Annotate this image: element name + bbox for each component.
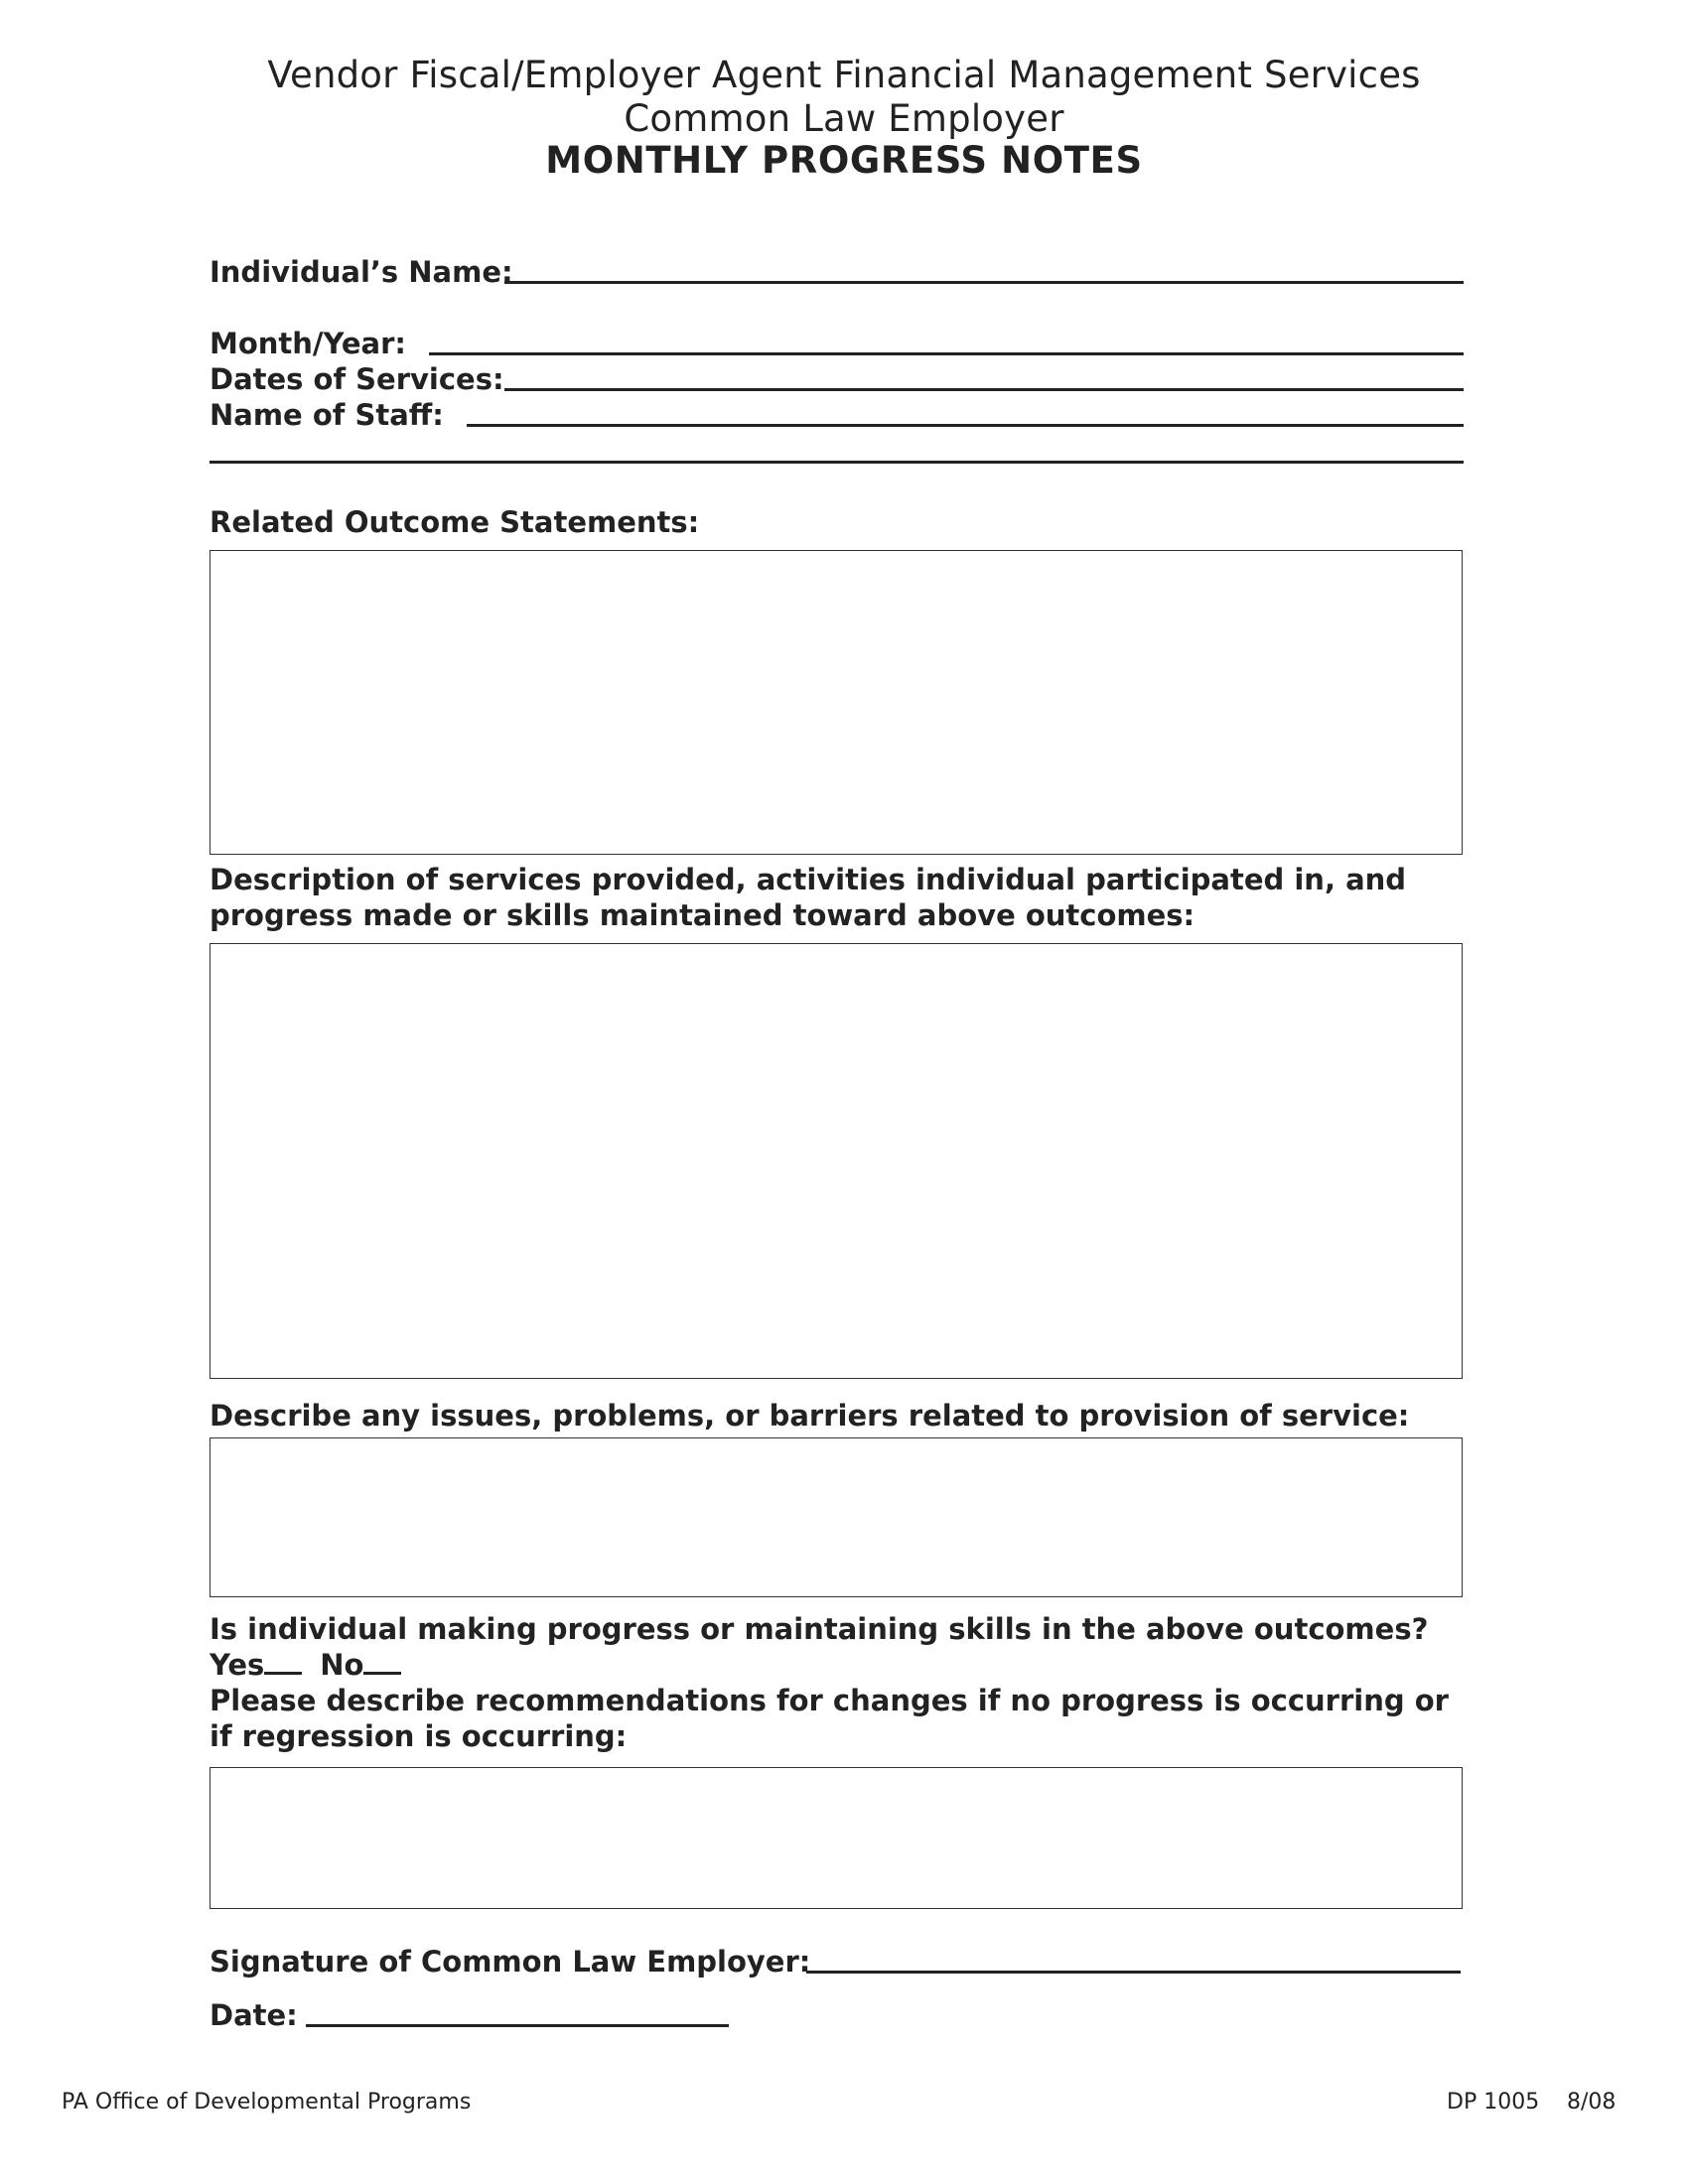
no-label: No [320,1648,364,1682]
name-of-staff-line[interactable] [467,424,1464,427]
signature-label: Signature of Common Law Employer: [210,1945,811,1979]
no-blank[interactable] [363,1648,401,1675]
dates-of-services-label: Dates of Services: [210,362,504,396]
signature-line[interactable] [806,1971,1461,1974]
progress-question: Is individual making progress or maintaining skills in the above outcomes? [210,1612,1429,1646]
form-title: MONTHLY PROGRESS NOTES [545,139,1143,182]
recommendations-box[interactable] [210,1767,1463,1909]
month-year-line[interactable] [429,352,1464,355]
date-label: Date: [210,1998,298,2032]
footer-office: PA Office of Developmental Programs [62,2090,472,2115]
agency-heading: Vendor Fiscal/Employer Agent Financial Management Services [267,54,1421,96]
recommendations-label: Please describe recommendations for changes if no progress is occurring or if regression is occurring: [210,1684,1449,1753]
issues-box[interactable] [210,1437,1463,1597]
individual-name-label: Individual’s Name: [210,255,513,289]
staff-continuation-line[interactable] [210,461,1464,464]
issues-label: Describe any issues, problems, or barriers related to provision of service: [210,1399,1410,1433]
yes-label: Yes [210,1648,265,1682]
related-outcomes-label: Related Outcome Statements: [210,505,700,539]
description-box[interactable] [210,943,1463,1379]
individual-name-line[interactable] [504,281,1464,284]
dates-of-services-line[interactable] [504,388,1464,391]
footer-form-date: 8/08 [1567,2090,1617,2115]
yes-no-row [210,1647,419,1683]
name-of-staff-label: Name of Staff: [210,398,444,432]
employer-subheading: Common Law Employer [624,97,1064,140]
footer-form-number: DP 1005 [1447,2090,1540,2115]
yes-blank[interactable] [264,1648,302,1675]
month-year-label: Month/Year: [210,327,407,360]
related-outcomes-box[interactable] [210,550,1463,855]
description-label: Description of services provided, activities individual participated in, and progress made or skills maintained toward above outcomes: [210,863,1407,932]
date-line[interactable] [306,2024,729,2027]
